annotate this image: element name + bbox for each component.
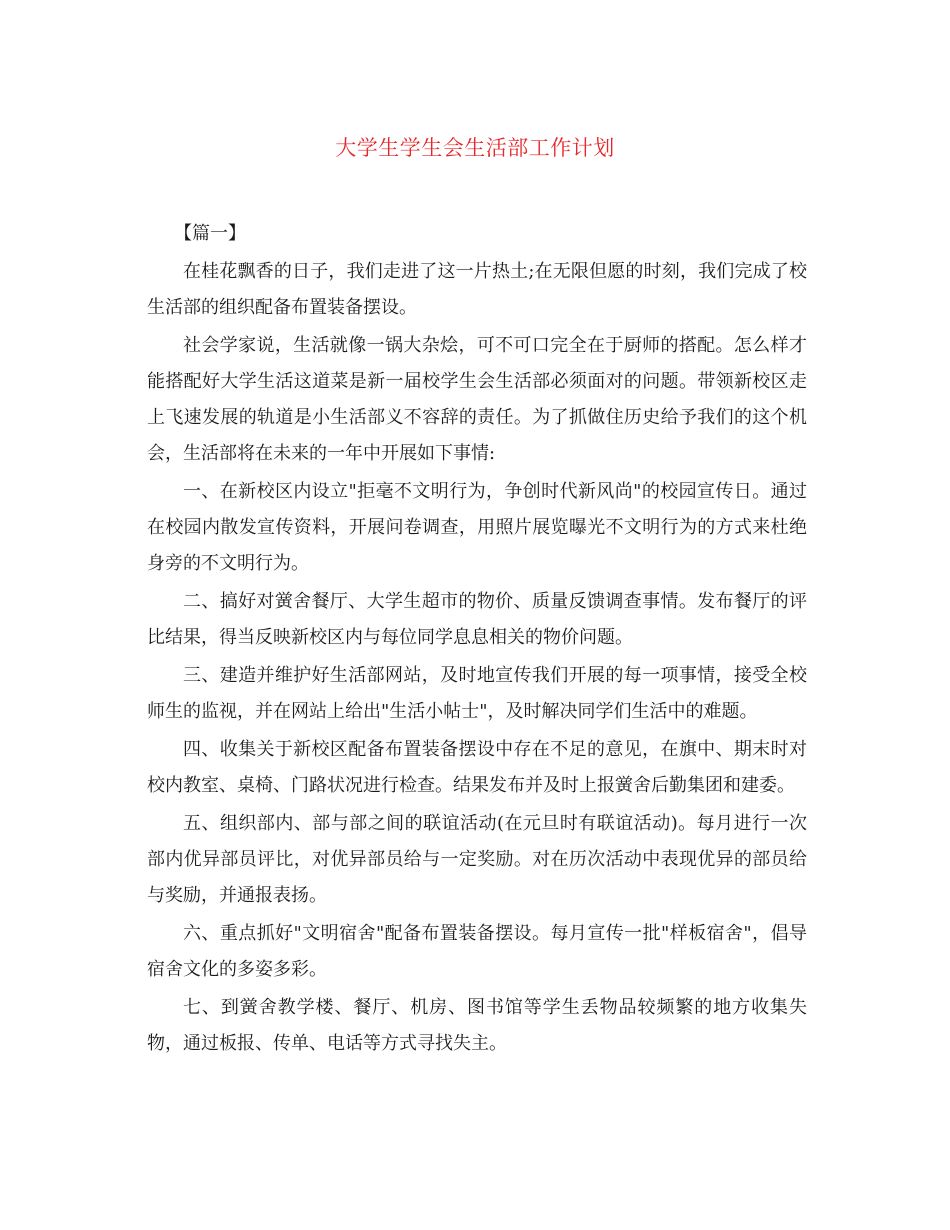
paragraph-item-5: 五、组织部内、部与部之间的联谊活动(在元旦时有联谊活动)。每月进行一次部内优异部员评比，对优异部员给与一定奖励。对在历次活动中表现优异的部员给与奖励，并通报表扬。: [147, 813, 807, 906]
paragraph-overview: 社会学家说，生活就像一锅大杂烩，可不可口完全在于厨师的搭配。怎么样才能搭配好大学生活这道菜是新一届校学生会生活部必须面对的问题。带领新校区走上飞速发展的轨道是小生活部义不容辞的责任。为了抓做住历史给予我们的这个机会，生活部将在未来的一年中开展如下事情:: [147, 335, 807, 464]
paragraph-item-6: 六、重点抓好"文明宿舍"配备布置装备摆设。每月宣传一批"样板宿舍"，倡导宿舍文化的多姿多彩。: [147, 923, 807, 980]
paragraph-item-2: 二、搞好对黉舍餐厅、大学生超市的物价、质量反馈调查事情。发布餐厅的评比结果，得当反映新校区内与每位同学息息相关的物价问题。: [147, 591, 807, 648]
document-body: [147, 216, 807, 1064]
paragraph-intro: 在桂花飘香的日子，我们走进了这一片热土;在无限但愿的时刻，我们完成了校生活部的组织配备布置装备摆设。: [147, 261, 807, 318]
paragraph-item-3: 三、建造并维护好生活部网站，及时地宣传我们开展的每一项事情，接受全校师生的监视，并在网站上给出"生活小帖士"，及时解决同学们生活中的难题。: [147, 665, 807, 722]
section-label: 【篇一】: [174, 223, 246, 244]
paragraph-item-4: 四、收集关于新校区配备布置装备摆设中存在不足的意见，在旗中、期末时对校内教室、桌椅、门路状况进行检查。结果发布并及时上报黉舍后勤集团和建委。: [147, 739, 807, 796]
paragraph-item-7: 七、到黉舍教学楼、餐厅、机房、图书馆等学生丢物品较频繁的地方收集失物，通过板报、传单、电话等方式寻找失主。: [147, 997, 807, 1054]
document-title: 大学生学生会生活部工作计划: [335, 136, 615, 160]
paragraph-item-1: 一、在新校区内设立"拒毫不文明行为，争创时代新风尚"的校园宣传日。通过在校园内散发宣传资料，开展问卷调查，用照片展览曝光不文明行为的方式来杜绝身旁的不文明行为。: [147, 481, 807, 574]
